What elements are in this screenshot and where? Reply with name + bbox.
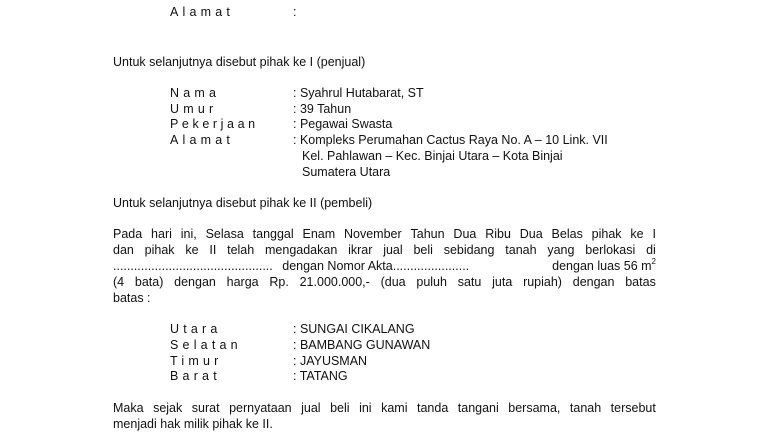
word: tangani — [457, 401, 499, 415]
pihak1-alamat-line3: Sumatera Utara — [302, 165, 391, 179]
word: Dua — [519, 227, 543, 241]
word: jual — [383, 243, 403, 257]
word: tanggal — [252, 227, 294, 241]
word: harga — [226, 275, 259, 289]
boundary-utara-value: : SUNGAI CIKALANG — [293, 322, 415, 336]
word: tanda — [416, 401, 449, 415]
pihak1-nama-label: Nama — [170, 86, 221, 100]
pihak2-intro: Untuk selanjutnya disebut pihak ke II (pembeli) — [113, 196, 373, 210]
word: telah — [227, 243, 255, 257]
word: Pada — [113, 227, 143, 241]
agreement-line-1 — [113, 226, 656, 242]
word: Ribu — [485, 227, 511, 241]
word: surat — [191, 401, 220, 415]
boundary-timur-label: Timur — [170, 354, 223, 368]
location-dots: .............................................. — [113, 259, 273, 273]
agreement-line-5: batas : — [113, 291, 151, 305]
pihak1-intro: Untuk selanjutnya disebut pihak ke I (penjual) — [113, 55, 366, 69]
word: jual — [301, 401, 321, 415]
nomor-akta-text: dengan Nomor Akta...................... — [282, 259, 470, 273]
word: tersebut — [610, 401, 656, 415]
word: Rp. — [269, 275, 289, 289]
word: bersama, — [508, 401, 561, 415]
pihak1-pekerjaan-label: Pekerjaan — [170, 117, 259, 131]
word: sejak — [153, 401, 183, 415]
word: Dua — [453, 227, 477, 241]
luas-superscript: 2 — [651, 257, 656, 266]
word: November — [344, 227, 402, 241]
word: Enam — [302, 227, 336, 241]
word: 21.000.000,- — [299, 275, 370, 289]
agreement-line-4 — [113, 274, 656, 290]
word: di — [646, 243, 656, 257]
pihak1-alamat-label: Alamat — [170, 133, 235, 147]
word: II — [209, 243, 217, 257]
boundary-barat-label: Barat — [170, 369, 221, 383]
agreement-line-2 — [113, 242, 656, 258]
boundary-selatan-value: : BAMBANG GUNAWAN — [293, 338, 431, 352]
word: I — [652, 227, 656, 241]
word: dengan — [572, 275, 615, 289]
word: batas — [625, 275, 656, 289]
word: mengadakan — [265, 243, 338, 257]
agreement-line-3 — [113, 258, 656, 274]
word: Tahun — [410, 227, 445, 241]
word: beli — [330, 401, 350, 415]
word: ke — [185, 243, 199, 257]
word: satu — [457, 275, 482, 289]
pihak1-nama-value: : Syahrul Hutabarat, ST — [293, 86, 424, 100]
word: juta — [492, 275, 513, 289]
pihak1-alamat-line2: Kel. Pahlawan – Kec. Binjai Utara – Kota Binjai — [302, 149, 563, 163]
word: puluh — [416, 275, 447, 289]
word: ini, — [180, 227, 197, 241]
pihak1-alamat-line1: : Kompleks Perumahan Cactus Raya No. A – 10 Link. VII — [293, 133, 608, 147]
top-alamat-label: Alamat — [170, 5, 235, 19]
boundary-timur-value: : JAYUSMAN — [293, 354, 368, 368]
word: Belas — [551, 227, 583, 241]
word: ikrar — [348, 243, 373, 257]
boundary-selatan-label: Selatan — [170, 338, 242, 352]
boundary-barat-value: : TATANG — [293, 369, 348, 383]
word: ke — [630, 227, 644, 241]
word: yang — [547, 243, 575, 257]
word: rupiah) — [523, 275, 562, 289]
word: pernyataan — [229, 401, 292, 415]
word: (dua — [380, 275, 406, 289]
pihak1-umur-label: Umur — [170, 102, 218, 116]
word: tanah — [505, 243, 537, 257]
word: Selasa — [205, 227, 244, 241]
boundary-utara-label: Utara — [170, 322, 222, 336]
word: tanah — [569, 401, 602, 415]
word: dan — [113, 243, 134, 257]
word: dengan — [174, 275, 216, 289]
luas-text-wrap — [552, 258, 656, 274]
word: ini — [359, 401, 372, 415]
word: bata) — [134, 275, 164, 289]
word: berlokasi — [585, 243, 636, 257]
word: sebidang — [443, 243, 495, 257]
pihak1-umur-value: : 39 Tahun — [293, 102, 352, 116]
top-alamat-colon: : — [293, 5, 297, 19]
word: pihak — [591, 227, 622, 241]
word: hari — [151, 227, 172, 241]
word: (4 — [113, 275, 125, 289]
closing-line-1 — [113, 400, 656, 416]
word: pihak — [144, 243, 175, 257]
luas-text: dengan luas 56 m — [552, 259, 652, 273]
pihak1-pekerjaan-value: : Pegawai Swasta — [293, 117, 393, 131]
word: beli — [413, 243, 433, 257]
word: kami — [381, 401, 408, 415]
word: Maka — [113, 401, 144, 415]
closing-line-2: menjadi hak milik pihak ke II. — [113, 417, 273, 431]
